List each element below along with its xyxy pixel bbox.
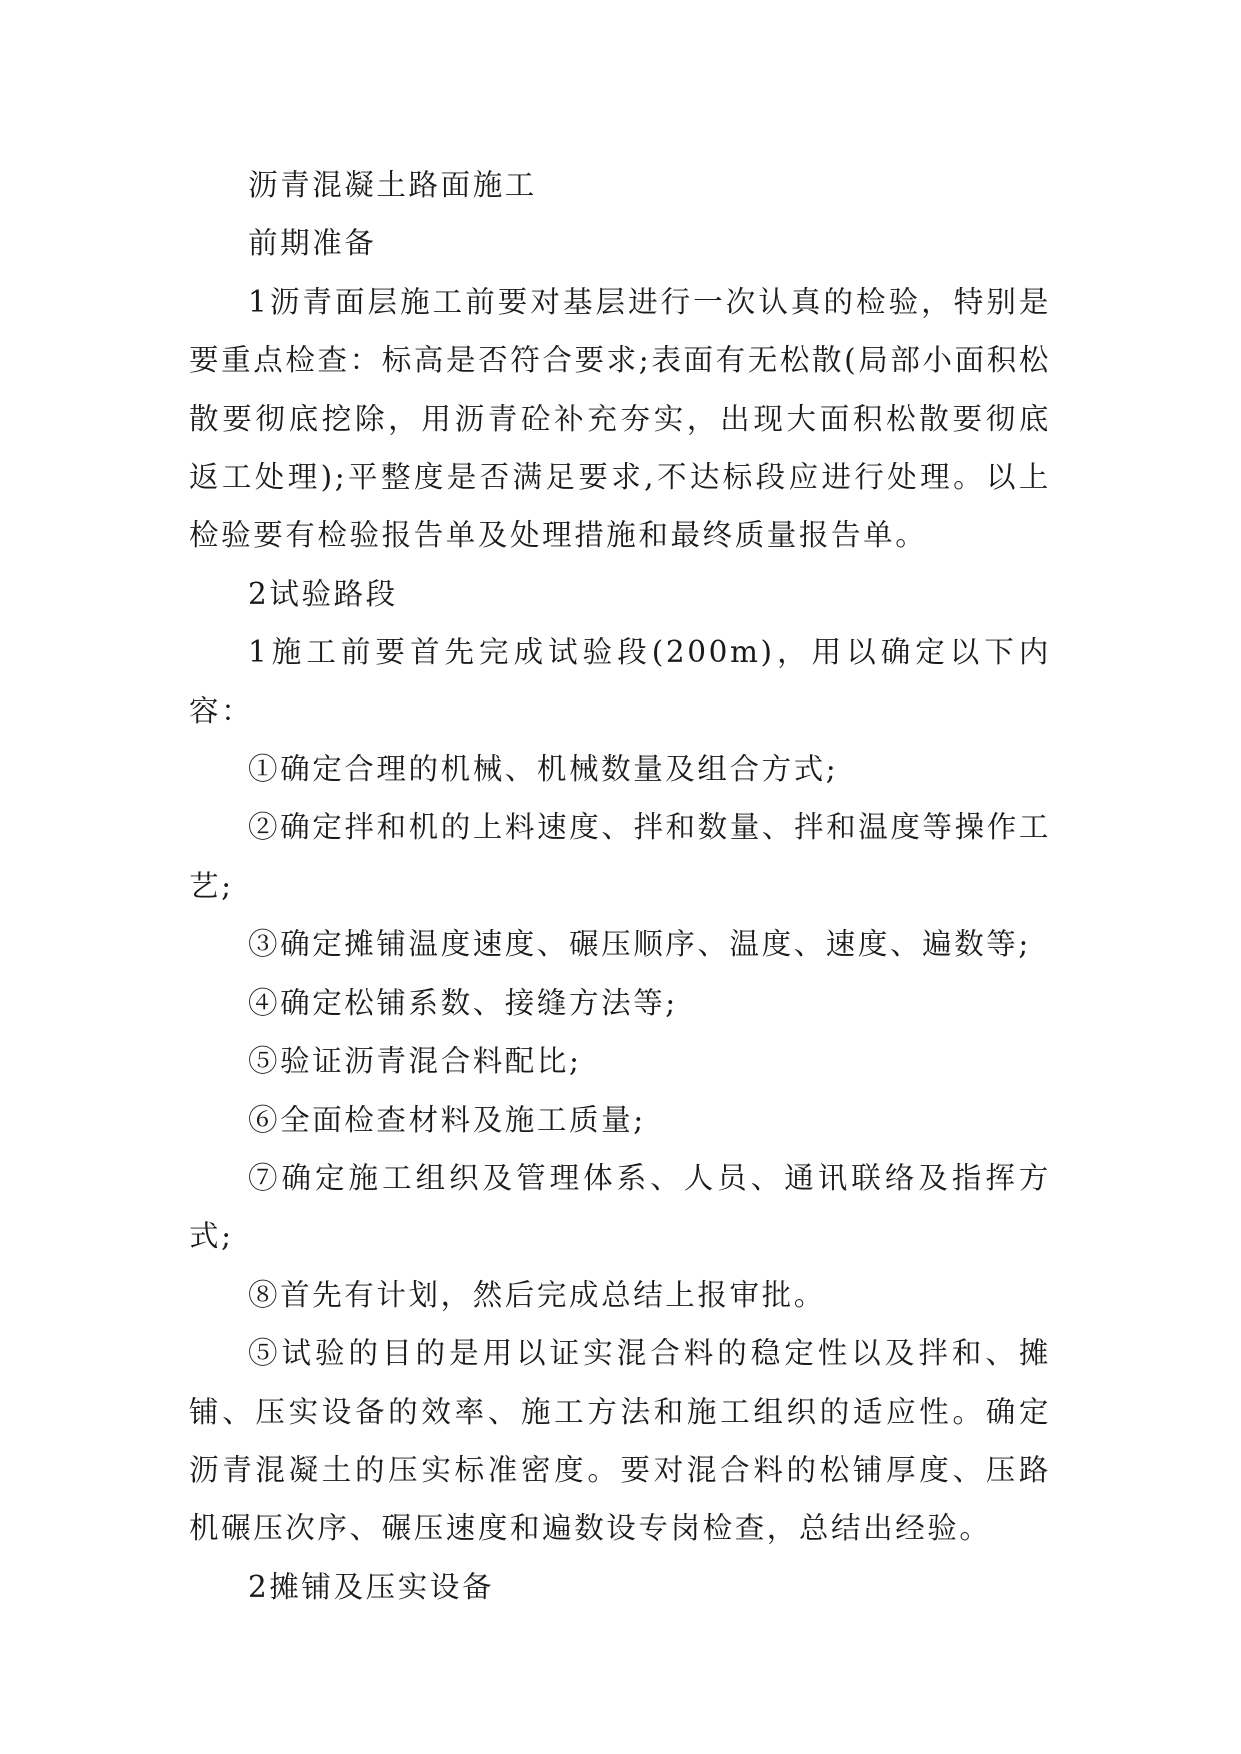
list-item: ①确定合理的机械、机械数量及组合方式; [248,752,839,787]
list-item: ④确定松铺系数、接缝方法等; [248,985,678,1020]
body-paragraph: ⑤试验的目的是用以证实混合料的稳定性以及拌和、摊铺、压实设备的效率、施工方法和施工组织的适应性。确定沥青混凝土的压实标准密度。要对混合料的松铺厚度、压路机碾压次序、碾压速度和遍数设专岗检查，总结出经验。 [189,1336,1051,1546]
list-item: ②确定拌和机的上料速度、拌和数量、拌和温度等操作工艺; [189,810,1051,903]
section-heading: 前期准备 [248,226,377,261]
list-item: ⑧首先有计划，然后完成总结上报审批。 [248,1277,826,1312]
list-item: ⑥全面检查材料及施工质量; [248,1102,646,1137]
document-title: 沥青混凝土路面施工 [248,168,537,202]
document-body [189,156,1051,1616]
list-item: ⑦确定施工组织及管理体系、人员、通讯联络及指挥方式; [189,1160,1051,1254]
body-paragraph: 1施工前要首先完成试验段(200m)，用以确定以下内容： [189,635,1051,728]
list-item: ③确定摊铺温度速度、碾压顺序、温度、速度、遍数等; [248,927,1031,962]
section-heading: 2试验路段 [248,576,398,611]
body-paragraph: 1沥青面层施工前要对基层进行一次认真的检验，特别是要重点检查：标高是否符合要求;表面有无松散(局部小面积松散要彻底挖除，用沥青砼补充夯实，出现大面积松散要彻底返工处理);平整度是否满足要求,不达标段应进行处理。以上检验要有检验报告单及处理措施和最终质量报告单。 [189,284,1051,553]
section-heading: 2摊铺及压实设备 [248,1569,495,1604]
list-item: ⑤验证沥青混合料配比; [248,1044,582,1079]
